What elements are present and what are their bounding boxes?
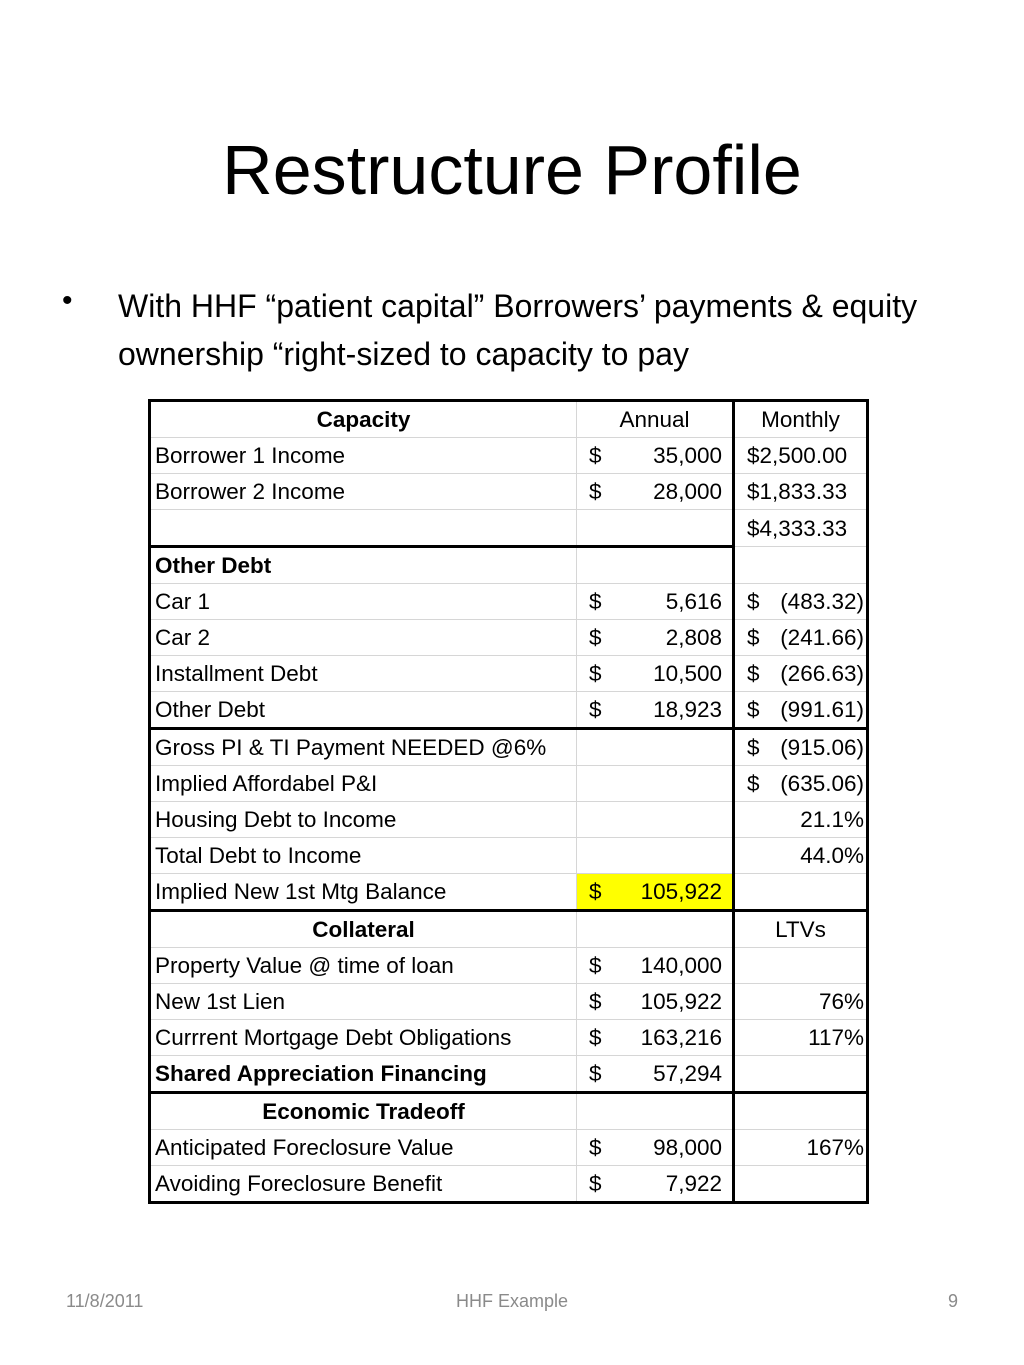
- annual-cell: [577, 692, 734, 729]
- bullet-text: With HHF “patient capital” Borrowers’ payments & equity ownership “right-sized to capacity to pay: [118, 288, 918, 372]
- footer-date: 11/8/2011: [66, 1291, 144, 1311]
- monthly-value: (266.63): [780, 661, 864, 686]
- row-label: Car 1: [150, 584, 577, 620]
- monthly-cell: [734, 584, 868, 620]
- table-row: [150, 838, 868, 874]
- annual-value: 98,000: [653, 1135, 722, 1160]
- header-monthly: Monthly: [734, 401, 868, 438]
- annual-cell: [577, 802, 734, 838]
- table-row: [150, 984, 868, 1020]
- monthly-value: [734, 1166, 868, 1203]
- currency-sign: $: [589, 697, 602, 722]
- monthly-value: (241.66): [780, 625, 864, 650]
- row-label: Avoiding Foreclosure Benefit: [150, 1166, 577, 1203]
- highlighted-annual-cell: [577, 874, 734, 911]
- table-row: [150, 620, 868, 656]
- annual-cell: [577, 838, 734, 874]
- monthly-cell: [734, 620, 868, 656]
- table-row: [150, 802, 868, 838]
- annual-value: 163,216: [640, 1025, 722, 1050]
- monthly-value: 4,333.33: [759, 515, 848, 541]
- table-row: [150, 1130, 868, 1166]
- annual-cell: [577, 656, 734, 692]
- currency-sign: $: [747, 625, 760, 650]
- annual-cell: [577, 1130, 734, 1166]
- currency-sign: $: [589, 1025, 602, 1050]
- restructure-table: [148, 399, 869, 1204]
- row-label: Shared Appreciation Financing: [150, 1056, 577, 1093]
- table-row: [150, 1056, 868, 1093]
- table-row: [150, 510, 868, 547]
- currency-sign: $: [747, 443, 760, 468]
- monthly-value: [734, 948, 868, 984]
- monthly-value: (483.32): [780, 589, 864, 614]
- monthly-cell: [734, 510, 868, 547]
- row-label: Anticipated Foreclosure Value: [150, 1130, 577, 1166]
- annual-value: 2,808: [665, 625, 722, 650]
- table-row: [150, 1093, 868, 1130]
- row-label: Housing Debt to Income: [150, 802, 577, 838]
- row-label: Total Debt to Income: [150, 838, 577, 874]
- table-row: [150, 656, 868, 692]
- monthly-cell: [734, 729, 868, 766]
- monthly-value: 1,833.33: [759, 479, 848, 504]
- table-row: [150, 547, 868, 584]
- annual-cell: [577, 911, 734, 948]
- table-row: [150, 1020, 868, 1056]
- row-label: Installment Debt: [150, 656, 577, 692]
- monthly-value: [734, 1093, 868, 1130]
- monthly-cell: [734, 438, 868, 474]
- currency-sign: $: [747, 735, 760, 760]
- annual-cell: [577, 620, 734, 656]
- annual-cell: [577, 438, 734, 474]
- table-row: [150, 766, 868, 802]
- section-label: Economic Tradeoff: [150, 1093, 577, 1130]
- monthly-cell: [734, 474, 868, 510]
- row-label: [150, 510, 577, 547]
- monthly-cell: [734, 766, 868, 802]
- monthly-value: 117%: [734, 1020, 868, 1056]
- footer-page-number: 9: [947, 1291, 958, 1311]
- row-label: Other Debt: [150, 692, 577, 729]
- row-label: Gross PI & TI Payment NEEDED @6%: [150, 729, 577, 766]
- slide-title: Restructure Profile: [222, 131, 802, 209]
- annual-value: 35,000: [653, 443, 722, 468]
- annual-cell: [577, 1166, 734, 1203]
- currency-sign: $: [589, 443, 602, 468]
- row-label: Borrower 2 Income: [150, 474, 577, 510]
- annual-cell: [577, 1056, 734, 1093]
- table-row: [150, 729, 868, 766]
- annual-value: 18,923: [653, 697, 722, 722]
- annual-cell: [577, 766, 734, 802]
- annual-cell: [577, 984, 734, 1020]
- table-row: [150, 438, 868, 474]
- currency-sign: $: [747, 697, 760, 722]
- annual-cell: [577, 547, 734, 584]
- section-label: Other Debt: [150, 547, 577, 584]
- row-label: Currrent Mortgage Debt Obligations: [150, 1020, 577, 1056]
- currency-sign: $: [589, 879, 602, 904]
- currency-sign: $: [589, 989, 602, 1014]
- annual-value: 10,500: [653, 661, 722, 686]
- table-row: [150, 948, 868, 984]
- monthly-value: [734, 874, 868, 911]
- currency-sign: $: [747, 661, 760, 686]
- section-label: Collateral: [150, 911, 577, 948]
- currency-sign: $: [589, 1135, 602, 1160]
- table-row: [150, 874, 868, 911]
- annual-cell: [577, 474, 734, 510]
- row-label: Borrower 1 Income: [150, 438, 577, 474]
- monthly-value: (635.06): [780, 771, 864, 796]
- footer-title: HHF Example: [455, 1291, 569, 1311]
- currency-sign: $: [589, 479, 602, 504]
- monthly-value: 44.0%: [734, 838, 868, 874]
- annual-value: 105,922: [640, 879, 722, 904]
- table-header-row: [150, 401, 868, 438]
- monthly-value: (991.61): [780, 697, 864, 722]
- monthly-cell: [734, 547, 868, 584]
- ltv-header: LTVs: [734, 911, 868, 948]
- row-label: Implied Affordabel P&I: [150, 766, 577, 802]
- bullet-icon: •: [62, 284, 73, 317]
- annual-cell: [577, 584, 734, 620]
- currency-sign: $: [747, 515, 760, 541]
- currency-sign: $: [589, 1171, 602, 1196]
- annual-cell: [577, 1093, 734, 1130]
- currency-sign: $: [747, 771, 760, 796]
- monthly-value: 76%: [734, 984, 868, 1020]
- currency-sign: $: [747, 589, 760, 614]
- currency-sign: $: [589, 589, 602, 614]
- monthly-cell: [734, 656, 868, 692]
- currency-sign: $: [747, 479, 760, 504]
- annual-value: 105,922: [640, 989, 722, 1014]
- currency-sign: $: [589, 1061, 602, 1086]
- annual-cell: [577, 948, 734, 984]
- header-capacity: Capacity: [150, 401, 577, 438]
- currency-sign: $: [589, 953, 602, 978]
- annual-value: 140,000: [640, 953, 722, 978]
- currency-sign: $: [589, 661, 602, 686]
- annual-cell: [577, 1020, 734, 1056]
- monthly-value: 21.1%: [734, 802, 868, 838]
- row-label: Car 2: [150, 620, 577, 656]
- monthly-value: (915.06): [780, 735, 864, 760]
- monthly-value: 2,500.00: [759, 443, 848, 468]
- annual-value: 28,000: [653, 479, 722, 504]
- currency-sign: $: [589, 625, 602, 650]
- monthly-value: 167%: [734, 1130, 868, 1166]
- annual-value: 7,922: [665, 1171, 722, 1196]
- table-row: [150, 474, 868, 510]
- annual-cell: [577, 510, 734, 547]
- monthly-value: [734, 1056, 868, 1093]
- row-label: Property Value @ time of loan: [150, 948, 577, 984]
- table-row: [150, 692, 868, 729]
- header-annual: Annual: [577, 401, 734, 438]
- annual-value: 5,616: [665, 589, 722, 614]
- table-row: [150, 584, 868, 620]
- monthly-cell: [734, 692, 868, 729]
- annual-cell: [577, 729, 734, 766]
- table-row: [150, 1166, 868, 1203]
- row-label: New 1st Lien: [150, 984, 577, 1020]
- table-row: [150, 911, 868, 948]
- row-label: Implied New 1st Mtg Balance: [150, 874, 577, 911]
- annual-value: 57,294: [653, 1061, 722, 1086]
